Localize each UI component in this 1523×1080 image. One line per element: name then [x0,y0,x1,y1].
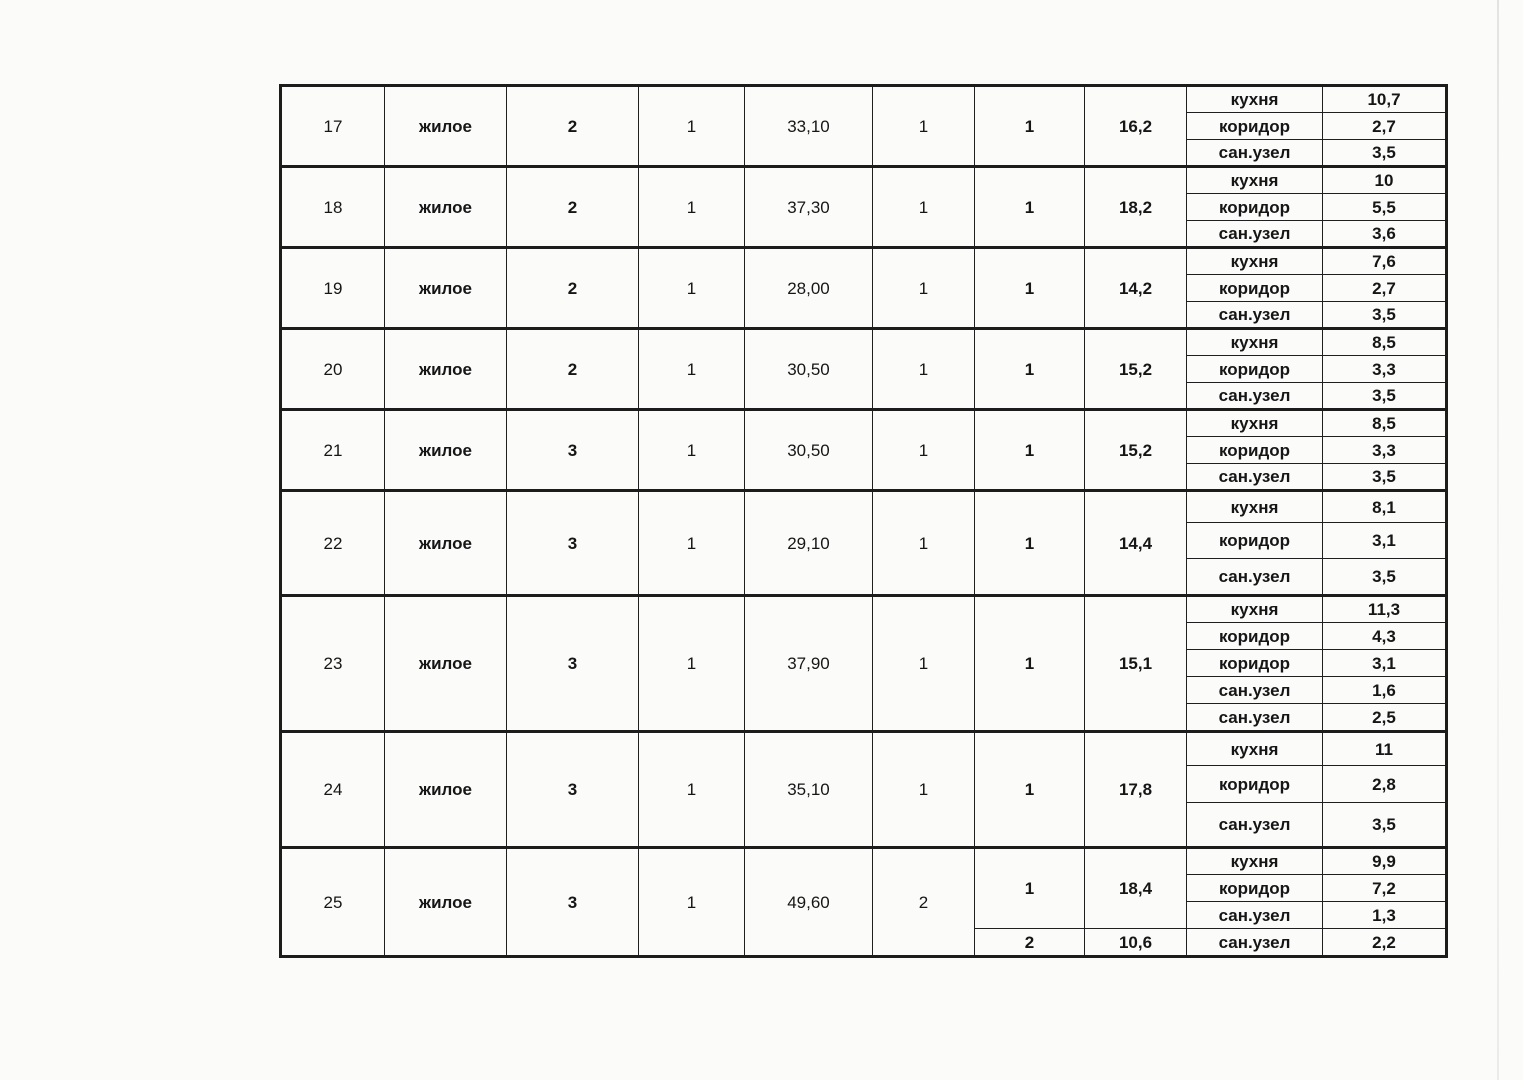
auxiliary-room-area: 4,3 [1323,623,1447,650]
auxiliary-room-name: сан.узел [1187,383,1323,410]
table-row [281,86,1447,113]
auxiliary-room-name: кухня [1187,596,1323,623]
premises-type: жилое [385,167,507,248]
auxiliary-room-area: 7,2 [1323,875,1447,902]
premises-type: жилое [385,86,507,167]
table-row [281,410,1447,437]
auxiliary-room-name: коридор [1187,275,1323,302]
apartment-number: 21 [281,410,385,491]
floor-number: 2 [507,329,639,410]
total-area: 30,50 [745,329,873,410]
column-a-value: 1 [639,491,745,596]
table-row [281,167,1447,194]
auxiliary-room-area: 11 [1323,732,1447,766]
auxiliary-room-name: коридор [1187,113,1323,140]
column-a-value: 1 [639,167,745,248]
auxiliary-room-name: сан.узел [1187,704,1323,732]
auxiliary-room-area: 1,3 [1323,902,1447,929]
premises-type: жилое [385,248,507,329]
living-room-number: 1 [975,410,1085,491]
premises-type: жилое [385,491,507,596]
floor-number: 3 [507,596,639,732]
auxiliary-room-name: кухня [1187,410,1323,437]
auxiliary-room-name: кухня [1187,86,1323,113]
auxiliary-room-name: сан.узел [1187,559,1323,596]
apartment-number: 20 [281,329,385,410]
living-room-area: 15,2 [1085,329,1187,410]
apartment-number: 23 [281,596,385,732]
total-area: 33,10 [745,86,873,167]
table-row [281,596,1447,623]
auxiliary-room-area: 2,5 [1323,704,1447,732]
auxiliary-room-area: 3,1 [1323,650,1447,677]
auxiliary-room-area: 11,3 [1323,596,1447,623]
living-room-area: 15,1 [1085,596,1187,732]
apartment-number: 18 [281,167,385,248]
premises-type: жилое [385,329,507,410]
auxiliary-room-area: 3,5 [1323,464,1447,491]
auxiliary-room-area: 10,7 [1323,86,1447,113]
auxiliary-room-area: 1,6 [1323,677,1447,704]
auxiliary-room-area: 8,5 [1323,329,1447,356]
auxiliary-room-name: кухня [1187,329,1323,356]
auxiliary-room-name: коридор [1187,623,1323,650]
total-area: 28,00 [745,248,873,329]
auxiliary-room-name: кухня [1187,491,1323,523]
living-room-number: 1 [975,596,1085,732]
auxiliary-room-area: 10 [1323,167,1447,194]
living-room-area: 18,2 [1085,167,1187,248]
premises-type: жилое [385,848,507,957]
auxiliary-room-area: 3,5 [1323,803,1447,848]
auxiliary-room-name: сан.узел [1187,221,1323,248]
column-a-value: 1 [639,848,745,957]
auxiliary-room-area: 5,5 [1323,194,1447,221]
auxiliary-room-name: сан.узел [1187,677,1323,704]
living-room-number: 1 [975,848,1085,929]
auxiliary-room-area: 3,5 [1323,559,1447,596]
floor-number: 3 [507,732,639,848]
column-b-value: 1 [873,596,975,732]
column-b-value: 1 [873,167,975,248]
living-room-number: 1 [975,329,1085,410]
floor-number: 3 [507,410,639,491]
premises-type: жилое [385,596,507,732]
auxiliary-room-area: 2,7 [1323,113,1447,140]
auxiliary-room-name: кухня [1187,732,1323,766]
living-room-area: 16,2 [1085,86,1187,167]
floor-number: 3 [507,848,639,957]
total-area: 30,50 [745,410,873,491]
column-a-value: 1 [639,86,745,167]
auxiliary-room-name: кухня [1187,848,1323,875]
table-row [281,248,1447,275]
auxiliary-room-name: коридор [1187,437,1323,464]
total-area: 29,10 [745,491,873,596]
column-a-value: 1 [639,596,745,732]
auxiliary-room-area: 7,6 [1323,248,1447,275]
apartment-number: 19 [281,248,385,329]
apartment-table [279,84,1448,958]
premises-type: жилое [385,410,507,491]
apartment-number: 25 [281,848,385,957]
table-row [281,329,1447,356]
column-a-value: 1 [639,329,745,410]
auxiliary-room-name: сан.узел [1187,302,1323,329]
auxiliary-room-name: коридор [1187,650,1323,677]
auxiliary-room-area: 9,9 [1323,848,1447,875]
column-b-value: 1 [873,732,975,848]
column-a-value: 1 [639,410,745,491]
living-room-number: 1 [975,491,1085,596]
auxiliary-room-name: коридор [1187,356,1323,383]
total-area: 37,90 [745,596,873,732]
living-room-area: 18,4 [1085,848,1187,929]
table-row [281,848,1447,875]
auxiliary-room-name: сан.узел [1187,803,1323,848]
auxiliary-room-area: 3,3 [1323,356,1447,383]
auxiliary-room-area: 3,5 [1323,140,1447,167]
auxiliary-room-area: 8,1 [1323,491,1447,523]
total-area: 49,60 [745,848,873,957]
living-room-number: 1 [975,86,1085,167]
living-room-number: 1 [975,248,1085,329]
living-room-area: 10,6 [1085,929,1187,957]
table-row [281,491,1447,523]
column-b-value: 1 [873,491,975,596]
living-room-number: 2 [975,929,1085,957]
total-area: 37,30 [745,167,873,248]
auxiliary-room-name: кухня [1187,248,1323,275]
auxiliary-room-area: 3,3 [1323,437,1447,464]
column-b-value: 1 [873,410,975,491]
column-b-value: 1 [873,248,975,329]
auxiliary-room-area: 2,7 [1323,275,1447,302]
auxiliary-room-name: коридор [1187,766,1323,803]
auxiliary-room-area: 3,1 [1323,523,1447,559]
auxiliary-room-name: сан.узел [1187,929,1323,957]
living-room-area: 15,2 [1085,410,1187,491]
floor-number: 2 [507,167,639,248]
auxiliary-room-name: коридор [1187,523,1323,559]
auxiliary-room-name: сан.узел [1187,902,1323,929]
floor-number: 2 [507,248,639,329]
auxiliary-room-area: 8,5 [1323,410,1447,437]
auxiliary-room-name: сан.узел [1187,464,1323,491]
auxiliary-room-area: 2,8 [1323,766,1447,803]
table-row [281,732,1447,766]
floor-number: 3 [507,491,639,596]
column-b-value: 1 [873,86,975,167]
auxiliary-room-area: 3,5 [1323,383,1447,410]
apartment-number: 17 [281,86,385,167]
scan-edge-shadow [1497,0,1499,1080]
column-a-value: 1 [639,732,745,848]
column-b-value: 1 [873,329,975,410]
column-b-value: 2 [873,848,975,957]
apartment-number: 22 [281,491,385,596]
living-room-number: 1 [975,732,1085,848]
column-a-value: 1 [639,248,745,329]
living-room-area: 17,8 [1085,732,1187,848]
auxiliary-room-name: кухня [1187,167,1323,194]
auxiliary-room-name: сан.узел [1187,140,1323,167]
auxiliary-room-name: коридор [1187,194,1323,221]
living-room-area: 14,4 [1085,491,1187,596]
floor-number: 2 [507,86,639,167]
apartment-table-body [281,86,1447,957]
premises-type: жилое [385,732,507,848]
auxiliary-room-name: коридор [1187,875,1323,902]
apartment-number: 24 [281,732,385,848]
auxiliary-room-area: 2,2 [1323,929,1447,957]
total-area: 35,10 [745,732,873,848]
living-room-number: 1 [975,167,1085,248]
living-room-area: 14,2 [1085,248,1187,329]
auxiliary-room-area: 3,5 [1323,302,1447,329]
auxiliary-room-area: 3,6 [1323,221,1447,248]
